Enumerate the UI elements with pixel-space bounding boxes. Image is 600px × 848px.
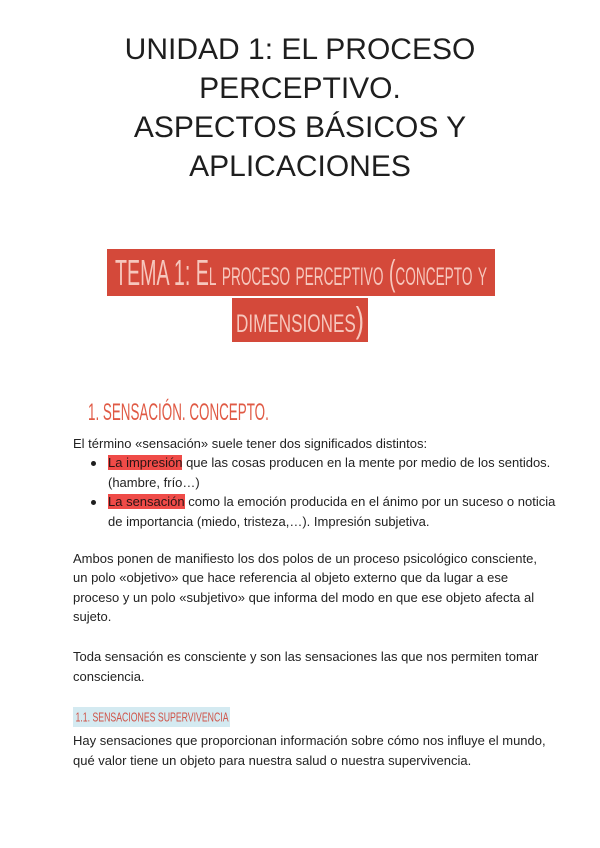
body-paragraph: [73, 549, 537, 627]
bullet-item: [108, 492, 555, 531]
paragraph-line: Ambos ponen de manifiesto los dos polos de un proceso psicológico consciente,: [73, 550, 537, 566]
title-line: UNIDAD 1: EL PROCESO: [124, 33, 476, 66]
bullet-dot-icon: [91, 461, 96, 466]
bullet-item: [108, 453, 555, 492]
paragraph-line: un polo «objetivo» que hace referencia al objeto externo que da lugar a ese: [73, 570, 509, 585]
tema-banner-line: [232, 298, 368, 342]
bullet-dot-icon: [91, 500, 96, 505]
body-paragraph: [73, 647, 538, 686]
paragraph-line: Hay sensaciones que proporcionan información sobre cómo nos influye el mundo,: [73, 733, 546, 748]
tema-banner-text: TEMA 1: El proceso perceptivo (concepto y: [114, 251, 488, 293]
paragraph-line: consciencia.: [73, 668, 145, 684]
paragraph-line: sujeto.: [73, 609, 112, 624]
tema-banner-line: [107, 249, 495, 296]
body-paragraph: [73, 731, 546, 770]
document-title: [0, 30, 600, 186]
title-line: PERCEPTIVO.: [199, 72, 401, 105]
paragraph-line: Toda sensación es consciente y son las sensaciones las que nos permiten tomar: [73, 649, 539, 664]
bullet-line: [108, 492, 555, 512]
bullet-line: de importancia (miedo, tristeza,…). Impresión subjetiva.: [108, 513, 430, 529]
subsection-heading: [73, 707, 230, 727]
section-heading: [88, 399, 269, 426]
bullet-line: [108, 453, 555, 473]
highlighted-term: La impresión: [108, 455, 183, 470]
paragraph-line: qué valor tiene un objeto para nuestra salud o nuestra supervivencia.: [73, 752, 472, 768]
highlighted-term: La sensación: [108, 494, 185, 509]
title-line: APLICACIONES: [189, 150, 411, 183]
section-heading-text: 1. SENSACIÓN. CONCEPTO.: [88, 399, 269, 426]
bullet-list: [108, 453, 555, 531]
bullet-text: como la emoción producida en el ánimo por un suceso o noticia: [188, 494, 556, 509]
bullet-text: que las cosas producen en la mente por medio de los sentidos.: [186, 455, 551, 470]
bullet-line: (hambre, frío…): [108, 474, 200, 490]
title-line: ASPECTOS BÁSICOS Y: [133, 111, 467, 144]
tema-banner-text: dimensiones): [235, 299, 365, 340]
subsection-heading-text: 1.1. SENSACIONES SUPERVIVENCIA: [74, 709, 229, 725]
paragraph-line: proceso y un polo «subjetivo» que informa del modo en que ese objeto afecta al: [73, 589, 535, 605]
intro-text: El término «sensación» suele tener dos significados distintos:: [73, 435, 428, 451]
